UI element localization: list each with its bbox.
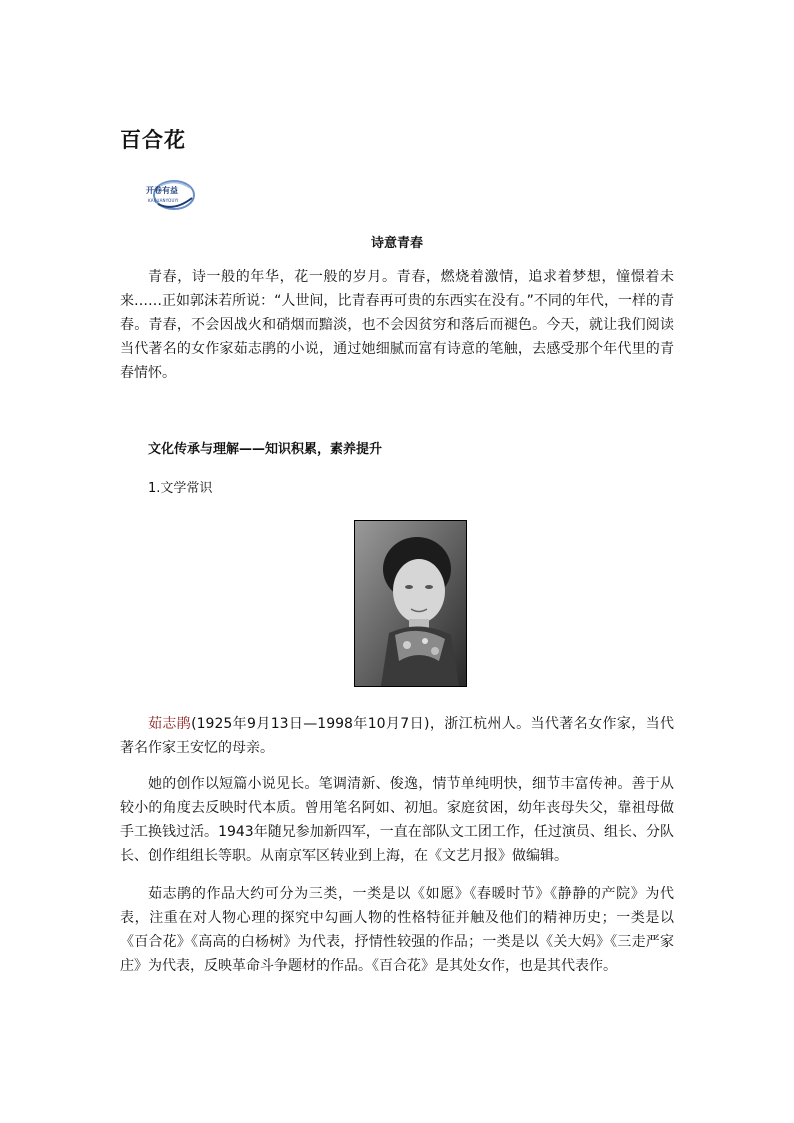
- author-bio-paragraph: [120, 712, 674, 760]
- section-title: 诗意青春: [370, 236, 423, 251]
- author-portrait: [354, 520, 467, 687]
- author-bio: (1925年9月13日—1998年10月7日)，浙江杭州人。当代著名女作家，当代著名作家王安忆的母亲。: [120, 716, 675, 756]
- author-name: 茹志鹃: [148, 716, 192, 732]
- intro-paragraph: 青春，诗一般的年华，花一般的岁月。青春，燃烧着激情，追求着梦想，憧憬着未来……正如郭沫若所说：“人世间，比青春再可贵的东西实在没有。”不同的年代，一样的青春。青春，不会因战火和硝烟而黯淡，也不会因贫穷和落后而褪色。今天，就让我们阅读当代著名的女作家茹志鹃的小说，通过她细腻而富有诗意的笔触，去感受那个年代里的青春情怀。: [120, 269, 674, 381]
- page-title: 百合花: [120, 128, 186, 152]
- logo-text: 开卷有益: [146, 186, 178, 195]
- subheading: 文化传承与理解——知识积累，素养提升: [148, 442, 383, 457]
- works-paragraph: 茹志鹃的作品大约可分为三类，一类是以《如愿》《春暖时节》《静静的产院》为代表，注重在对人物心理的探究中勾画人物的性格特征并触及他们的精神历史；一类是以《百合花》《高高的白杨树》为代表，抒情性较强的作品；一类是以《关大妈》《三走严家庄》为代表，反映革命斗争题材的作品。《百合花》是其处女作，也是其代表作。: [120, 886, 674, 974]
- logo-subtext: KAIJUANYOUYI: [148, 198, 179, 203]
- logo: [144, 178, 196, 212]
- style-paragraph: 她的创作以短篇小说见长。笔调清新、俊逸，情节单纯明快，细节丰富传神。善于从较小的角度去反映时代本质。曾用笔名阿如、初旭。家庭贫困，幼年丧母失父，靠祖母做手工换钱过活。1943年随兄参加新四军，一直在部队文工团工作，任过演员、组长、分队长、创作组组长等职。从南京军区转业到上海，在《文艺月报》做编辑。: [120, 776, 674, 864]
- item-heading: 1.文学常识: [148, 481, 213, 496]
